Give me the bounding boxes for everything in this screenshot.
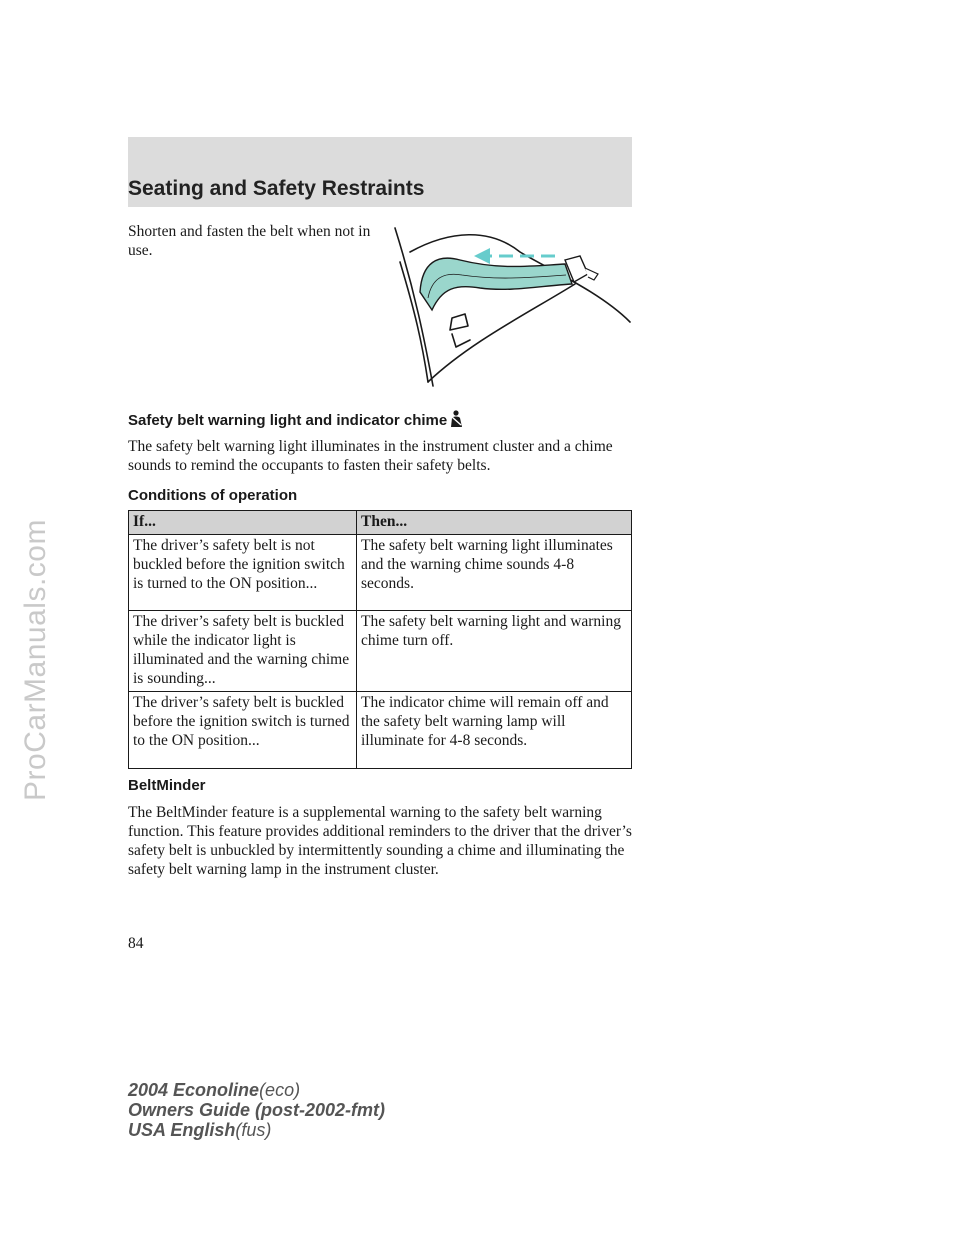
page-title: Seating and Safety Restraints [128, 177, 425, 200]
table-row [129, 692, 632, 769]
footer [128, 1080, 385, 1140]
warning-heading [128, 410, 463, 429]
condition-cell: The driver’s safety belt is buckled before the ignition switch is turned to the ON position... [129, 692, 357, 769]
result-cell: The safety belt warning light and warning chime turn off. [357, 611, 632, 692]
belt-illustration [390, 222, 635, 390]
column-header-if: If... [129, 511, 357, 535]
intro-text: Shorten and fasten the belt when not in use. [128, 223, 371, 259]
footer-language-code: (fus) [235, 1120, 272, 1140]
condition-cell: The driver’s safety belt is buckled while the indicator light is illuminated and the warning chime is sounding... [129, 611, 357, 692]
footer-line-3 [128, 1120, 385, 1140]
warning-heading-text: Safety belt warning light and indicator chime [128, 412, 448, 429]
beltminder-body: The BeltMinder feature is a supplemental warning to the safety belt warning function. This feature provides additional reminders to the driver that the driver’s safety belt is unbuckled by intermittently sounding a chime and illuminating the safety belt warning lamp in the instrument cluster. [128, 804, 632, 878]
table-row [129, 535, 632, 611]
footer-guide: Owners Guide (post-2002-fmt) [128, 1100, 386, 1120]
watermark-text: ProCarManuals.com [19, 519, 52, 801]
conditions-table [128, 510, 632, 769]
arrow-head [474, 248, 490, 264]
seat-back-edge [395, 228, 433, 386]
belt-strap [420, 258, 572, 310]
footer-line-1 [128, 1080, 385, 1100]
result-cell: The indicator chime will remain off and the safety belt warning lamp will illuminate for 4-8 seconds. [357, 692, 632, 769]
condition-cell: The driver’s safety belt is not buckled before the ignition switch is turned to the ON position... [129, 535, 357, 611]
footer-model-code: (eco) [259, 1080, 301, 1100]
footer-language: USA English [128, 1120, 236, 1140]
footer-model: 2004 Econoline [128, 1080, 260, 1100]
conditions-heading: Conditions of operation [128, 487, 298, 504]
table-header-row [129, 511, 632, 535]
buckle-latch [450, 314, 468, 330]
table-row [129, 611, 632, 692]
footer-line-2 [128, 1100, 385, 1120]
warning-body: The safety belt warning light illuminates in the instrument cluster and a chime sounds to remind the occupants to fasten their safety belts. [128, 438, 613, 474]
column-header-then: Then... [357, 511, 632, 535]
seat-side-edge [428, 284, 575, 382]
section-header [128, 137, 632, 207]
buckle-slot [452, 334, 470, 347]
beltminder-heading: BeltMinder [128, 777, 206, 794]
page-number: 84 [128, 935, 144, 952]
watermark [8, 310, 64, 1010]
result-cell: The safety belt warning light illuminates and the warning chime sounds 4-8 seconds. [357, 535, 632, 611]
seatbelt-warning-icon [449, 410, 463, 428]
